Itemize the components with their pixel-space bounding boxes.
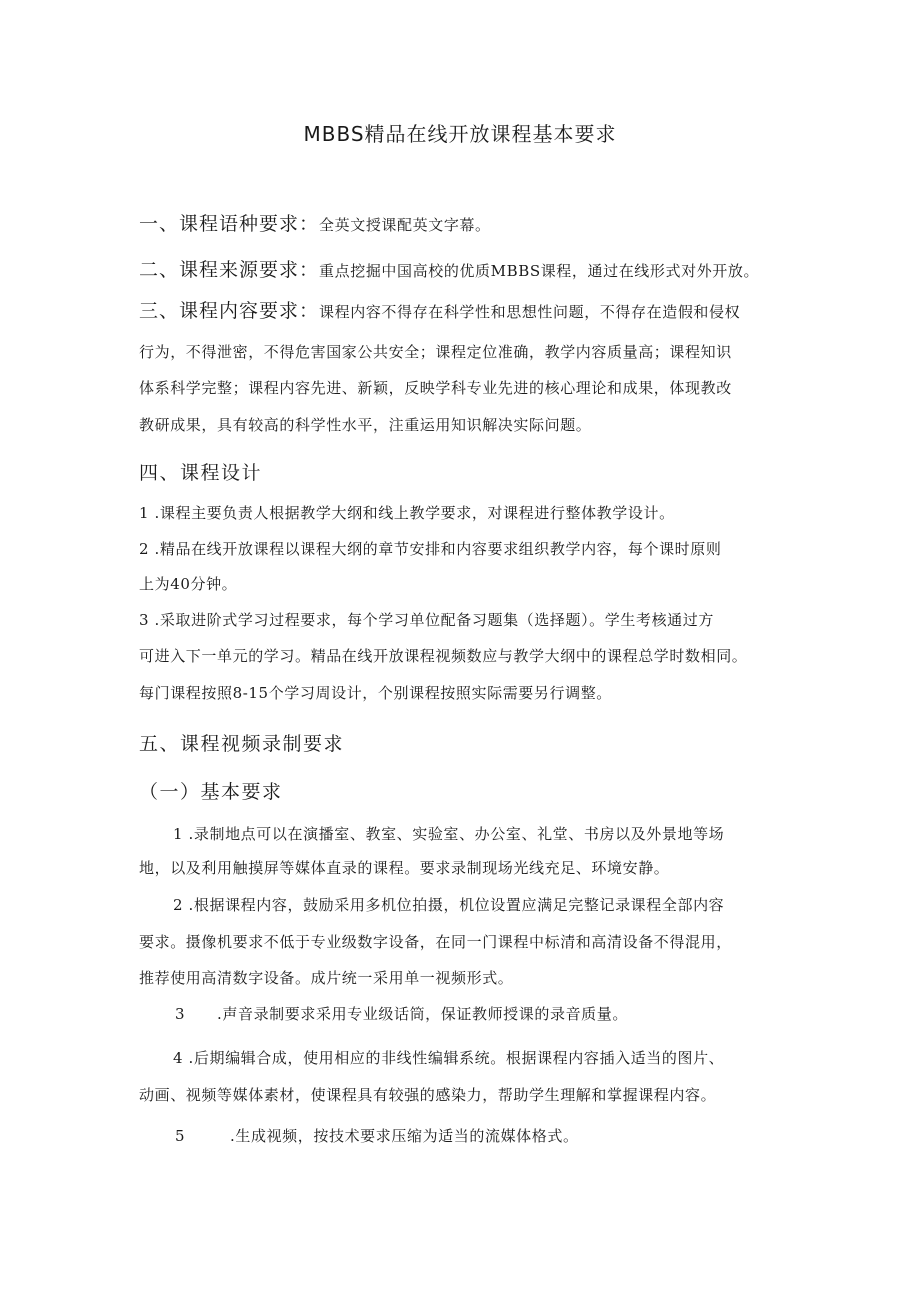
section-2 xyxy=(139,254,799,287)
s5-para-2-line-1: 2 .根据课程内容，鼓励采用多机位拍摄，机位设置应满足完整记录课程全部内容 xyxy=(173,896,725,914)
section-3-line-3: 体系科学完整；课程内容先进、新颖，反映学科专业先进的核心理论和成果，体现教改 xyxy=(139,379,732,397)
section-3-line-2: 行为，不得泄密，不得危害国家公共安全；课程定位准确，教学内容质量高；课程知识 xyxy=(139,343,732,361)
section-1 xyxy=(139,208,799,241)
s5-para-3 xyxy=(175,998,835,1030)
section-1-text: 全英文授课配英文字幕。 xyxy=(319,216,491,234)
s5-para-3-number: 3 xyxy=(175,1005,186,1023)
section-4-item-1: 1 .课程主要负责人根据教学大纲和线上教学要求，对课程进行整体教学设计。 xyxy=(139,504,675,522)
s5-para-1-line-2: 地，以及利用触摸屏等媒体直录的课程。要求录制现场光线充足、环境安静。 xyxy=(139,859,670,877)
section-2-text: 重点挖掘中国高校的优质MBBS课程，通过在线形式对外开放。 xyxy=(319,262,760,280)
s5-para-4-line-2: 动画、视频等媒体素材，使课程具有较强的感染力，帮助学生理解和掌握课程内容。 xyxy=(139,1086,717,1104)
section-5-heading: 五、课程视频录制要求 xyxy=(139,733,345,755)
s5-para-2-line-3: 推荐使用高清数字设备。成片统一采用单一视频形式。 xyxy=(139,969,514,987)
section-3-text-1: 课程内容不得存在科学性和思想性问题，不得存在造假和侵权 xyxy=(319,303,741,321)
section-4-item-3-line-1: 3 .采取进阶式学习过程要求，每个学习单位配备习题集（选择题）。学生考核通过方 xyxy=(139,611,714,629)
section-4-heading: 四、课程设计 xyxy=(139,462,263,484)
subsection-1-heading: （一）基本要求 xyxy=(139,781,283,803)
s5-para-2-line-2: 要求。摄像机要求不低于专业级数字设备，在同一门课程中标清和高清设备不得混用， xyxy=(139,933,732,951)
s5-para-4-line-1: 4 .后期编辑合成，使用相应的非线性编辑系统。根据课程内容插入适当的图片、 xyxy=(173,1049,725,1067)
s5-para-3-text: .声音录制要求采用专业级话筒，保证教师授课的录音质量。 xyxy=(217,1005,628,1023)
s5-para-5-number: 5 xyxy=(175,1127,186,1145)
document-title: MBBS精品在线开放课程基本要求 xyxy=(303,122,617,146)
section-2-label: 二、课程来源要求： xyxy=(139,259,320,281)
section-4-item-3-line-2: 可进入下一单元的学习。精品在线开放课程视频数应与教学大纲中的课程总学时数相同。 xyxy=(139,647,748,665)
section-3-line-1 xyxy=(139,295,799,328)
section-3-line-4: 教研成果，具有较高的科学性水平，注重运用知识解决实际问题。 xyxy=(139,416,592,434)
section-4-item-3-line-3: 每门课程按照8-15个学习周设计，个别课程按照实际需要另行调整。 xyxy=(139,684,612,702)
section-1-label: 一、课程语种要求： xyxy=(139,213,320,235)
s5-para-5-text: .生成视频，按技术要求压缩为适当的流媒体格式。 xyxy=(230,1127,579,1145)
section-4-item-2-line-2: 上为40分钟。 xyxy=(139,575,238,593)
s5-para-1-line-1: 1 .录制地点可以在演播室、教室、实验室、办公室、礼堂、书房以及外景地等场 xyxy=(173,825,725,843)
section-3-label: 三、课程内容要求： xyxy=(139,300,320,322)
s5-para-5 xyxy=(175,1120,835,1152)
section-4-item-2-line-1: 2 .精品在线开放课程以课程大纲的章节安排和内容要求组织教学内容，每个课时原则 xyxy=(139,540,722,558)
